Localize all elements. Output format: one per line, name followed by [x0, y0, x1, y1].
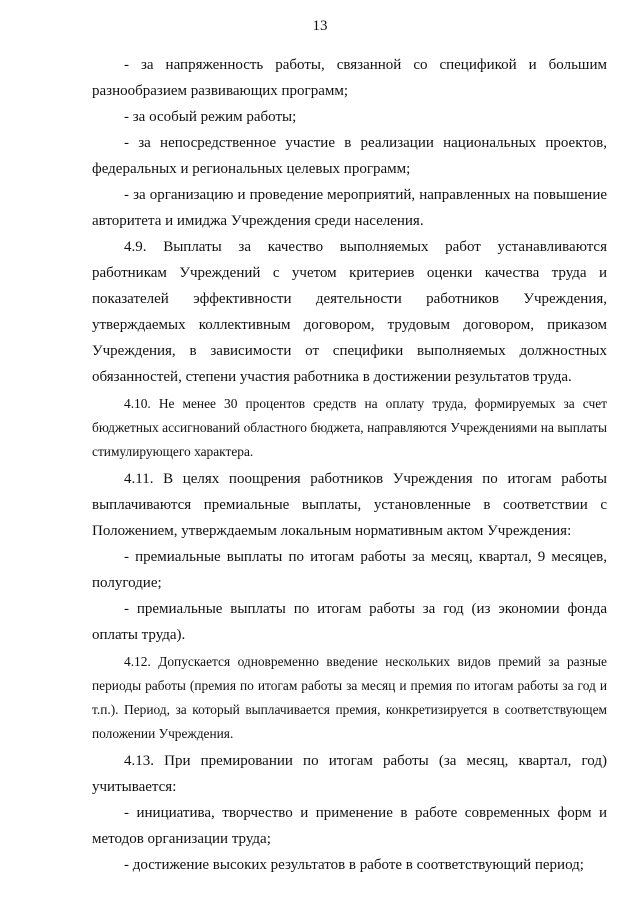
- page-number: 13: [312, 18, 328, 34]
- paragraph-national-projects: - за непосредственное участие в реализации национальных проектов, федеральных и региональных целевых программ;: [92, 135, 607, 177]
- paragraph-monthly-bonus: - премиальные выплаты по итогам работы за месяц, квартал, 9 месяцев, полугодие;: [92, 549, 607, 591]
- paragraph-4-13: 4.13. При премировании по итогам работы (за месяц, квартал, год) учитывается:: [92, 753, 607, 795]
- paragraph-events: - за организацию и проведение мероприятий, направленных на повышение авторитета и имиджа Учреждения среди населения.: [92, 187, 607, 229]
- paragraph-high-results: - достижение высоких результатов в работе в соответствующий период;: [124, 857, 584, 873]
- paragraph-4-10: 4.10. Не менее 30 процентов средств на оплату труда, формируемых за счет бюджетных ассигнований областного бюджета, направляются Учреждениями на выплаты стимулирующего характера.: [92, 396, 607, 459]
- document-body: [92, 52, 607, 878]
- paragraph-4-12: 4.12. Допускается одновременно введение нескольких видов премий за разные периоды работы (премия по итогам работы за месяц и премия по итогам работы за год и т.п.). Период, за который выплачивается премия, конкретизируется в соответствующем положении Учреждения.: [92, 654, 607, 741]
- paragraph-intensity: - за напряженность работы, связанной со спецификой и большим разнообразием развивающих программ;: [92, 57, 607, 99]
- paragraph-yearly-bonus: - премиальные выплаты по итогам работы за год (из экономии фонда оплаты труда).: [92, 601, 607, 643]
- paragraph-4-9: 4.9. Выплаты за качество выполняемых работ устанавливаются работникам Учреждений с учетом критериев оценки качества труда и показателей эффективности деятельности работников Учреждения, утверждаемых коллективным договором, трудовым договором, приказом Учреждения, в зависимости от специфики выполняемых должностных обязанностей, степени участия работника в достижении результатов труда.: [92, 239, 607, 385]
- paragraph-special-regime: - за особый режим работы;: [124, 109, 297, 125]
- paragraph-4-11: 4.11. В целях поощрения работников Учреждения по итогам работы выплачиваются премиальные выплаты, установленные в соответствии с Положением, утверждаемым локальным нормативным актом Учреждения:: [92, 471, 607, 539]
- paragraph-initiative: - инициатива, творчество и применение в работе современных форм и методов организации труда;: [92, 805, 607, 847]
